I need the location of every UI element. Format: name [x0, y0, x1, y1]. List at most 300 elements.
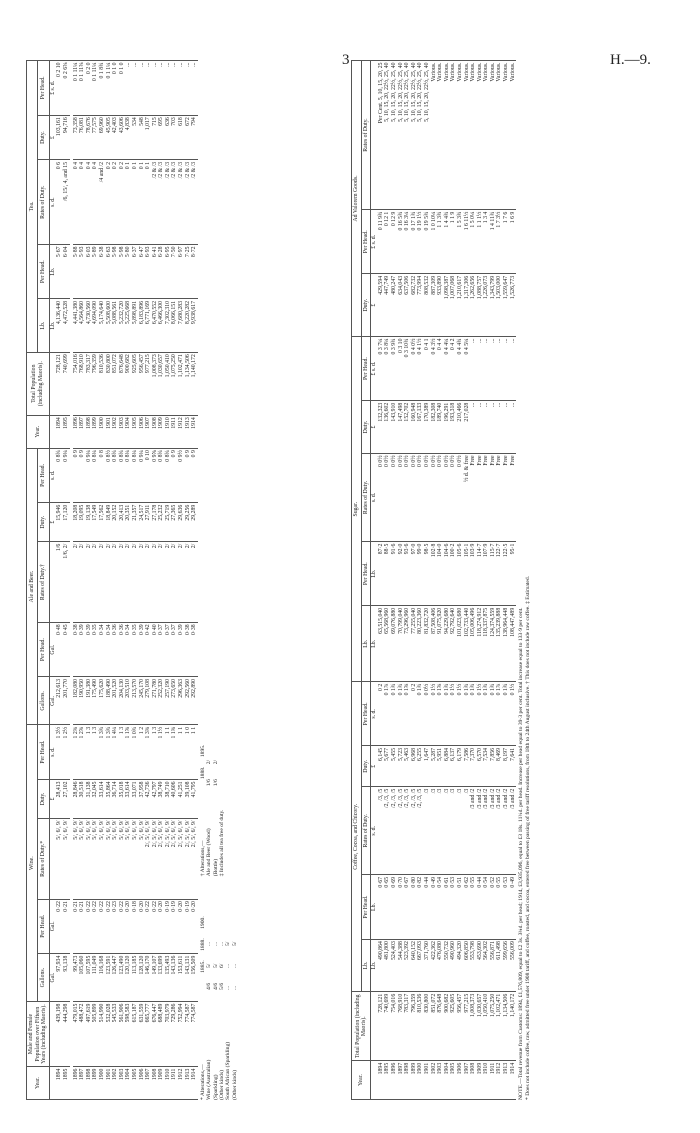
table-cell: 1,140,172 [510, 992, 517, 1061]
alteration-value: 4/6 [206, 982, 213, 990]
table-cell: 33,071 [132, 779, 139, 818]
table-cell: 794 [191, 115, 198, 160]
table-cell: 524,403 [391, 939, 398, 992]
table-cell: 0 19 1½ [417, 210, 424, 274]
table-cell: 42,403 [112, 115, 119, 160]
table-cell: 0 12 1 [384, 210, 391, 274]
tea-group-header: Tea. [27, 61, 38, 353]
unit-pound: £ [371, 274, 378, 337]
table-row [510, 61, 517, 1100]
table-cell: 0·49 [510, 875, 517, 939]
table-cell: 5,225,668 [125, 299, 132, 352]
table-cell: 754,016 [73, 352, 80, 415]
table-cell: ... [490, 401, 497, 454]
table-cell: 107,595 [86, 954, 93, 1002]
table-cell: 900,682 [125, 352, 132, 415]
wine-ale-tea-table [26, 60, 198, 1100]
table-cell: ... [490, 337, 497, 401]
alteration-value: ... [231, 985, 238, 990]
table-cell: 0 4 4¼ [444, 337, 451, 401]
table-cell: 6,470,552 [152, 299, 159, 352]
table-cell: 1897 [79, 415, 86, 448]
table-cell: 32,045 [92, 779, 99, 818]
table-cell: 31,138 [86, 779, 93, 818]
ale-alteration-value: 2/ [212, 759, 219, 765]
unit-gal: Gal. [49, 954, 56, 1002]
table-cell: 1 1 [178, 725, 185, 780]
table-cell: 5/, 6/, 9/ [99, 818, 106, 899]
table-cell: ... [139, 61, 146, 116]
table-cell: 0 1 11¼ [92, 61, 99, 116]
wine-alterations-title: * Alterations,— [199, 1064, 206, 1100]
table-cell: 5/, 6/, 9/ [63, 818, 70, 899]
table-cell: 0 19 5¾ [424, 210, 431, 274]
table-cell: 5,508,600 [106, 299, 113, 352]
table-cell: 0·34 [99, 622, 106, 677]
table-cell: 156,509 [191, 954, 198, 1002]
table-cell: 1 4 4¾ [444, 210, 451, 274]
table-cell: 5,455 [391, 746, 398, 787]
table-cell: 1899 [92, 1067, 99, 1100]
unit-lsd: £ s. d. [371, 337, 378, 401]
table-cell: Free [503, 453, 510, 541]
table-row [450, 61, 457, 1100]
table-cell: 149,107 [152, 954, 159, 1002]
wine-group-header: Wine. [27, 725, 38, 1002]
table-cell: 0 1¾ [417, 682, 424, 746]
unit-gal: Gal. [49, 622, 56, 677]
table-cell: 1907 [145, 1067, 152, 1100]
col-sugar-rates: Rates of Duty. [361, 453, 371, 541]
table-cell: 33,614 [125, 779, 132, 818]
table-cell: 70,799,040 [398, 606, 405, 682]
table-cell: 1910 [165, 1067, 172, 1100]
table-cell: 0·19 [171, 899, 178, 954]
table-cell: 544,388 [398, 939, 405, 992]
table-cell: 634,043 [398, 274, 405, 337]
table-cell: 124,374,559 [490, 606, 497, 682]
table-cell: 0 3 10 [398, 337, 405, 401]
table-cell: 1 3½ [56, 725, 63, 780]
table-cell: 682,732 [411, 274, 418, 337]
table-cell: 0 2 [112, 160, 119, 244]
table-cell: 5, 10, 15, 20, 22½, 25, 40 [411, 61, 418, 210]
table-cell: 0 0½ [444, 453, 451, 541]
table-cell: 1913 [185, 1067, 192, 1100]
table-cell: 7,680,283 [178, 299, 185, 352]
table-cell: Various. [457, 61, 464, 210]
table-cell: 160,948 [411, 401, 418, 454]
table-row [152, 61, 159, 1100]
wine-alterations [200, 916, 238, 1100]
table-row [404, 61, 411, 1100]
col-year: Year. [352, 1061, 371, 1100]
table-cell: 0·23 [112, 899, 119, 954]
table-cell: 7,534 [483, 746, 490, 787]
table-cell: 1 5 0¼ [470, 210, 477, 274]
table-cell: Various. [477, 61, 484, 210]
alteration-value: ... [206, 941, 213, 946]
table-cell: 480,247 [391, 274, 398, 337]
table-cell: 42,736 [145, 779, 152, 818]
table-cell: 5/, 6/, 9/ [73, 818, 80, 899]
table-cell: 5/, 6/, 9/ [106, 818, 113, 899]
table-cell: 1914 [191, 415, 198, 448]
coffee-group-header: Coffee, Cocoa, and Chicory. [352, 682, 362, 992]
table-cell: 1904 [444, 1061, 451, 1100]
wine-alteration-items [206, 916, 238, 1100]
col-wine-rates: Rates of Duty.* [38, 818, 49, 899]
table-cell: ... [496, 401, 503, 454]
table-cell: 0 9 [171, 448, 178, 503]
col-tea-lb: Lb. [38, 299, 49, 352]
table-cell: 91·6 [391, 542, 398, 606]
table-cell: 0 2 6⅝ [63, 61, 70, 116]
table-cell: 0 0½ [404, 453, 411, 541]
alteration-value: ... [212, 941, 219, 946]
unit-lb: Lb. [49, 299, 56, 352]
table-cell: 676,447 [152, 1002, 159, 1067]
table-cell: 0·37 [165, 622, 172, 677]
table-cell: 5/, 6/, 9/ [86, 818, 93, 899]
unit-sd: s. d. [371, 787, 378, 875]
table-cell: /2 & /3 [165, 160, 172, 244]
table-cell: 0 2 [119, 160, 126, 244]
table-cell: 201,770 [63, 677, 70, 725]
table-cell: 740,699 [63, 352, 70, 415]
table-cell: 0 10 [145, 448, 152, 503]
table-cell: 830,800 [106, 352, 113, 415]
table-cell: 153,611 [178, 954, 185, 1002]
table-cell: 188,490 [106, 677, 113, 725]
table-cell: 783,317 [86, 352, 93, 415]
table-cell: 0 1¾ [398, 682, 405, 746]
table-cell: 38,749 [158, 779, 165, 818]
table-cell: 488,472 [79, 1002, 86, 1067]
table-cell: 0 2 [378, 682, 385, 746]
unit-sd: s. d. [371, 682, 378, 746]
table-cell: 0 0½ [431, 453, 438, 541]
table-cell: 5,174,640 [99, 299, 106, 352]
table-cell: 0 9¼ [63, 448, 70, 503]
table-cell: 783,317 [404, 992, 411, 1061]
table-cell: 1,075,250 [490, 992, 497, 1061]
table-cell: 1903 [119, 1067, 126, 1100]
table-cell: 2/ [106, 542, 113, 623]
table-cell: 1 0 [185, 725, 192, 780]
table-cell: 99·0 [417, 542, 424, 606]
table-cell: 808,532 [424, 274, 431, 337]
alteration-item [232, 916, 238, 1100]
table-row [398, 61, 405, 1100]
table-row [119, 61, 126, 1100]
table-cell: /3 and /2 [477, 787, 484, 875]
table-cell: 2/, 5/, 6/, 9/ [171, 818, 178, 899]
table-cell: 447,749 [384, 274, 391, 337]
table-cell: 1911 [171, 1067, 178, 1100]
unit-sd: s. d. [371, 453, 378, 541]
table-cell: 20,413 [119, 503, 126, 542]
table-cell: 637,506 [404, 274, 411, 337]
col-ale-gallons: Gallons. [38, 677, 49, 725]
table-cell: 2/ [171, 542, 178, 623]
col-population: Male and Female Population over Fifteen Years (including Maoris). [27, 1002, 50, 1067]
table-cell: /3 and /2 [490, 787, 497, 875]
table-cell: 87·2 [378, 542, 385, 606]
table-cell: 0·69 [391, 875, 398, 939]
table-cell: 0·39 [79, 622, 86, 677]
table-cell: 1,102,471 [496, 992, 503, 1061]
table-cell: 0·34 [106, 622, 113, 677]
table-cell: 429,594 [378, 274, 385, 337]
table-cell: 105·1 [464, 542, 471, 606]
table-cell: 91,075,920 [437, 606, 444, 682]
table-cell: 1,343,799 [490, 274, 497, 337]
table-cell: 497,619 [86, 1002, 93, 1067]
table-cell: 925,605 [132, 352, 139, 415]
table-cell: 18,208 [73, 503, 80, 542]
table-cell: 104·6 [444, 542, 451, 606]
table-cell: 0·38 [185, 622, 192, 677]
table-cell: 0 1½ [477, 682, 484, 746]
table-cell: 93,138 [63, 954, 70, 1002]
table-cell: 2/, 5/, 6/, 9/ [178, 818, 185, 899]
table-cell: Free [483, 453, 490, 541]
table-cell: 1895 [63, 1067, 70, 1100]
table-cell: 1900 [99, 415, 106, 448]
table-cell: 78,676 [86, 115, 93, 160]
coffee-footnote: * Does not include coffee, raw, admitted free under 1908 tariff, and coffee, roasted, and cocoa, entered free between passing of free tariff resolutions, from 18th to 24th August inclusive. † This does not include raw coffee. ‡ Estimated. [524, 575, 531, 1100]
table-cell: 1,008,373 [470, 992, 477, 1061]
table-cell: 1904 [125, 415, 132, 448]
table-cell: 1 4 11¾ [490, 210, 497, 274]
table-cell: 1908 [470, 1061, 477, 1100]
table-cell: 103,161 [56, 115, 63, 160]
col-wine-duty-per-head: Per Head. [38, 725, 49, 780]
table-cell: 550,732 [444, 939, 451, 992]
unit-lsd: £ s. d. [49, 61, 56, 116]
table-cell: 88·5 [384, 542, 391, 606]
table-cell: 0 0½ [398, 453, 405, 541]
table-cell: 0·45 [63, 622, 70, 677]
col-coffee-lb: Lb. [361, 939, 371, 992]
ale-alteration-value: 1/6 [212, 779, 219, 787]
table-cell: 113,185 [132, 954, 139, 1002]
table-cell: 38,710 [165, 779, 172, 818]
unit-lb: Lb. [371, 542, 378, 606]
table-cell: 6·37 [132, 244, 139, 299]
table-cell: 146,170 [145, 954, 152, 1002]
table-cell: 273,650 [171, 677, 178, 725]
table-row [158, 61, 165, 1100]
table-cell: 422,362 [431, 939, 438, 992]
table-cell: 6,145 [378, 746, 385, 787]
table-cell: 5/, 6/, 9/ [125, 818, 132, 899]
table-cell: 17,120 [63, 503, 70, 542]
col-year: Year. [27, 1067, 50, 1100]
table-cell: 1908 [152, 415, 159, 448]
table-cell: /3 [450, 787, 457, 875]
table-cell: 0 2 [106, 160, 113, 244]
table-cell: 1914 [510, 1061, 517, 1100]
table-cell: 128,120 [139, 954, 146, 1002]
table-cell: 1,140,172 [191, 352, 198, 415]
table-cell: 1901 [424, 1061, 431, 1100]
table-cell: 29,289 [191, 503, 198, 542]
table-row [470, 61, 477, 1100]
table-cell: 887,309 [431, 274, 438, 337]
table-cell: 0 0½ [450, 453, 457, 541]
table-cell: 0·20 [158, 899, 165, 954]
table-row [378, 61, 385, 1100]
table-cell: 0 4 1½ [417, 337, 424, 401]
table-cell: 1 3 [86, 725, 93, 780]
table-cell: 810,536 [417, 992, 424, 1061]
table-cell: 0 0½ [391, 453, 398, 541]
table-cell: 36,714 [112, 779, 119, 818]
table-cell: 2/ [191, 542, 198, 623]
table-cell: 1901 [106, 1067, 113, 1100]
unit-lsd: £ s. d. [371, 210, 378, 274]
table-cell: 0 8¾ [112, 448, 119, 503]
table-cell: /2 & /3 [171, 160, 178, 244]
table-cell: /3 [464, 787, 471, 875]
table-cell: 1 3⅜ [145, 725, 152, 780]
advalorem-group-header: Ad Valorem Goods. [352, 61, 362, 337]
table-cell: 0·34 [125, 622, 132, 677]
table-cell: 1 3 [119, 725, 126, 780]
table-cell: 5,898,891 [132, 299, 139, 352]
unit-lb: Lb. [371, 606, 378, 682]
table-cell: 0 4 3½ [431, 337, 438, 401]
table-cell: 0 9⅝ [152, 448, 159, 503]
table-cell: 6·95 [165, 244, 172, 299]
sugar-group-header: Sugar. [352, 337, 362, 682]
table-cell: 2/ [86, 542, 93, 623]
unit-sd: s. d. [49, 448, 56, 503]
table-cell: 0·18 [132, 899, 139, 954]
table-cell: 118,274,912 [477, 606, 484, 682]
ale-alt-year: 1888. [199, 766, 206, 780]
table-cell: 189,740 [437, 401, 444, 454]
table-cell: 245,170 [139, 677, 146, 725]
table-row [125, 61, 132, 1100]
table-cell: ... [477, 337, 484, 401]
table-cell: 45,905 [106, 115, 113, 160]
table-cell: 92,792,640 [450, 606, 457, 682]
table-cell: 715 [152, 115, 159, 160]
table-cell: 5/, 6/, 9/ [79, 818, 86, 899]
table-row [417, 61, 424, 1100]
table-cell: 111,049 [92, 954, 99, 1002]
table-cell: 0·20 [191, 899, 198, 954]
col-coffee-rates: Rates of Duty. [361, 787, 371, 875]
table-cell: 76,081 [79, 115, 86, 160]
table-cell: 611,498 [496, 939, 503, 992]
table-cell: 8·72 [191, 244, 198, 299]
units-row [49, 61, 56, 1100]
table-cell: 1912 [496, 1061, 503, 1100]
table-row [464, 61, 471, 1100]
table-cell: 0·35 [92, 622, 99, 677]
page-code: H.—9. [610, 52, 651, 68]
table-cell: 977,215 [145, 352, 152, 415]
table-cell: 103·9 [470, 542, 477, 606]
table-cell: 0·39 [178, 622, 185, 677]
table-cell: 20,152 [112, 503, 119, 542]
table-cell: 0 8¾ [158, 448, 165, 503]
table-cell: 534 [132, 115, 139, 160]
table-cell: 2/, 5/, 6/, 9/ [165, 818, 172, 899]
table-cell: 0 1 1¼ [106, 61, 113, 116]
table-cell: ... [510, 337, 517, 401]
table-cell: 1909 [158, 415, 165, 448]
table-cell: 561,906 [119, 1002, 126, 1067]
table-cell: ... [496, 337, 503, 401]
table-cell: 1 7 3½ [496, 210, 503, 274]
table-cell: 5,951 [437, 746, 444, 787]
table-cell: 4,694,090 [92, 299, 99, 352]
table-cell: 8,220,282 [185, 299, 192, 352]
table-cell: 1897 [398, 1061, 405, 1100]
col-tea-duty-per-head: Per Head. [38, 61, 49, 116]
table-cell: 1912 [178, 415, 185, 448]
table-cell: 98·5 [424, 542, 431, 606]
table-cell: 257,190 [165, 677, 172, 725]
table-cell: 0 2 [411, 682, 418, 746]
table-cell: 201,520 [112, 677, 119, 725]
table-cell: 94,716 [63, 115, 70, 160]
table-cell: /3 [444, 787, 451, 875]
table-cell: 0 16 5¾ [398, 210, 405, 274]
table-cell: 5,723 [398, 746, 405, 787]
table-cell: 0 9¼ [139, 448, 146, 503]
table-cell: /2 & /3 [178, 160, 185, 244]
table-cell: 6,968 [411, 746, 418, 787]
table-cell: 213,570 [132, 677, 139, 725]
table-cell: 5·98 [112, 244, 119, 299]
table-cell: 210,466 [457, 401, 464, 454]
table-cell: 1 3 4 [483, 210, 490, 274]
table-cell: 6,884 [444, 746, 451, 787]
table-cell: 80,223,360 [417, 606, 424, 682]
table-cell: 5·98 [119, 244, 126, 299]
table-row [132, 61, 139, 1100]
table-row [171, 61, 178, 1100]
table-cell: 0 1½ [450, 682, 457, 746]
table-cell: 728,121 [378, 992, 385, 1061]
table-cell: 0 17 1¾ [411, 210, 418, 274]
table-cell: 175,490 [92, 677, 99, 725]
table-cell: 1896 [391, 1061, 398, 1100]
table-cell: 0 0½ [424, 453, 431, 541]
table-cell: 136,602 [384, 401, 391, 454]
table-cell: 0·39 [86, 622, 93, 677]
table-cell: 6,183,896 [139, 299, 146, 352]
table-cell: 1 1⅝ [125, 725, 132, 780]
table-cell: 42,797 [152, 779, 159, 818]
table-cell: 0·49 [431, 875, 438, 939]
table-cell: 956,457 [457, 992, 464, 1061]
table-cell: 1 2⅜ [73, 725, 80, 780]
table-cell: 1 1⅜ [171, 725, 178, 780]
table-cell: 279,108 [145, 677, 152, 725]
table-cell: 956,457 [139, 352, 146, 415]
table-cell: 0·44 [424, 875, 431, 939]
table-cell: 28,413 [56, 779, 63, 818]
alteration-notes [200, 60, 238, 1100]
alteration-label: (Other kinds) [219, 1070, 226, 1100]
